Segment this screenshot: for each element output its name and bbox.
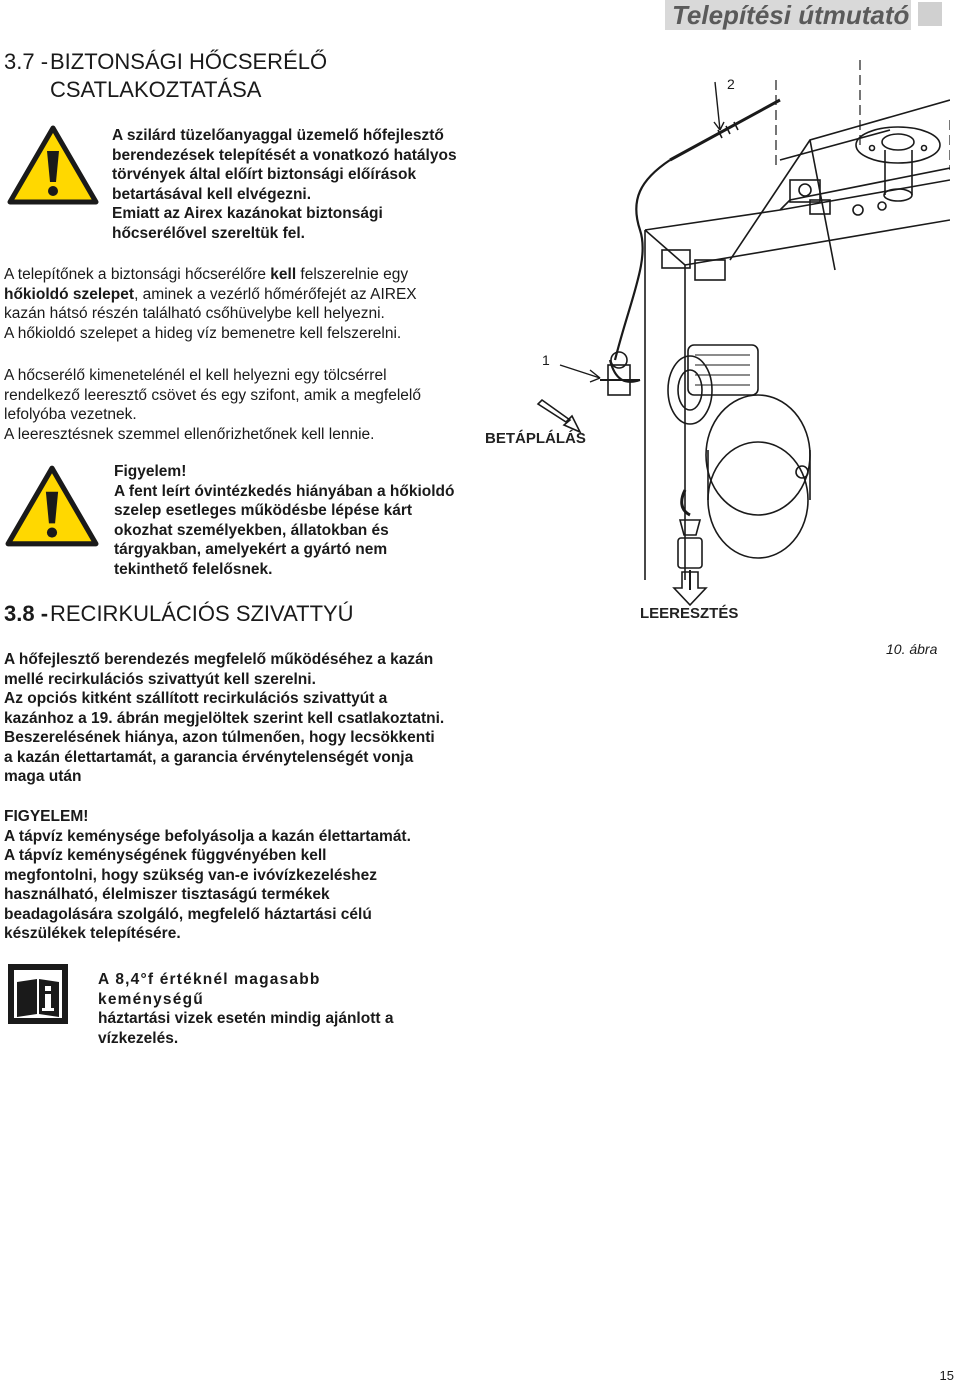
text-line: használható, élelmiszer tisztaságú termékek: [4, 886, 330, 903]
text-line: háztartási vizek esetén mindig ajánlott a: [98, 1010, 394, 1027]
text-line: Az opciós kitként szállított recirkulációs szivattyút a: [4, 690, 388, 707]
emphasis-valve: hőkioldó szelepet: [4, 285, 135, 303]
section-title: RECIRKULÁCIÓS SZIVATTYÚ: [50, 601, 354, 626]
paragraph-drain: [4, 366, 464, 444]
paragraph-pump: [4, 650, 460, 787]
section-heading-3-7: [4, 48, 327, 104]
warning2-line: szelep esetleges működésbe lépése kárt: [114, 502, 413, 519]
warning2-line: A fent leírt óvintézkedés hiányában a hőkioldó: [114, 482, 455, 500]
text-span: , aminek a vezérlő hőmérőfejét az AIREX: [134, 285, 417, 303]
boiler-rear-diagram: [480, 60, 950, 660]
attention-heading: FIGYELEM!: [4, 808, 89, 825]
text-line: megfontolni, hogy szükség van-e ivóvízkezeléshez: [4, 866, 377, 884]
warning-triangle-icon: [4, 464, 100, 548]
text-line: kazánhoz a 19. ábrán megjelöltek szerint kell csatlakoztatni.: [4, 709, 445, 727]
warning2-line: tárgyakban, amelyekért a gyártó nem: [114, 541, 388, 558]
warning1-line: berendezések telepítését a vonatkozó hatályos: [112, 146, 457, 164]
warning2-line: okozhat személyekben, állatokban és: [114, 521, 389, 539]
page-number: 15: [939, 1368, 954, 1383]
warning-triangle-icon: [6, 124, 100, 206]
figure-label-2: 2: [727, 76, 735, 92]
text-span: felszerelnie egy: [296, 266, 409, 283]
inlet-label: BETÁPLÁLÁS: [485, 430, 586, 447]
info-block: [98, 970, 428, 1048]
warning1-line: Emiatt az Airex kazánokat biztonsági: [112, 205, 383, 222]
text-line: A hőkioldó szelepet a hideg víz bemenetre kell felszerelni.: [4, 324, 402, 342]
section-title-line2: CSATLAKOZTATÁSA: [50, 77, 262, 102]
text-line: A tápvíz keménységének függvényében kell: [4, 847, 327, 864]
warning-block-1: [112, 126, 462, 243]
text-line: mellé recirkulációs szivattyút kell szerelni.: [4, 670, 316, 688]
figure-label-1: 1: [542, 352, 550, 368]
warning-block-2: [114, 462, 466, 579]
warning1-line: hőcserélővel szereltük fel.: [112, 224, 305, 242]
text-line: A hőcserélő kimenetelénél el kell helyezni egy tölcsérrel: [4, 367, 387, 384]
text-line: lefolyóba vezetnek.: [4, 406, 137, 423]
warning1-line: törvények által előírt biztonsági előírások: [112, 166, 417, 183]
section-heading-3-8: [4, 600, 354, 628]
text-line: vízkezelés.: [98, 1029, 179, 1047]
text-line: a kazán élettartamát, a garancia érvénytelenségét vonja: [4, 748, 414, 766]
warning2-line: tekinthető felelősnek.: [114, 560, 273, 578]
text-line: A leeresztésnek szemmel ellenőrizhetőnek kell lennie.: [4, 425, 375, 443]
warning2-heading: Figyelem!: [114, 463, 187, 480]
text-line: maga után: [4, 768, 82, 785]
section-number: 3.7 -: [4, 49, 49, 74]
text-line: A tápvíz keménysége befolyásolja a kazán élettartamát.: [4, 827, 411, 845]
header-title: Telepítési útmutató: [672, 0, 910, 30]
drain-label: LEERESZTÉS: [640, 605, 739, 622]
text-span: A telepítőnek a biztonsági hőcserélőre: [4, 266, 271, 283]
header-corner-box: [918, 2, 942, 26]
paragraph-water-hardness: [4, 807, 464, 944]
text-line: Beszerelésének hiánya, azon túlmenően, hogy lecsökkenti: [4, 729, 435, 746]
warning1-line: A szilárd tüzelőanyaggal üzemelő hőfejlesztő: [112, 127, 444, 144]
boiler-top-edge: [645, 180, 950, 230]
section-title-line1: BIZTONSÁGI HŐCSERÉLŐ: [50, 49, 328, 74]
text-line: készülékek telepítésére.: [4, 925, 181, 942]
emphasis-kell: kell: [270, 266, 297, 283]
warning1-line: betartásával kell elvégezni.: [112, 185, 312, 203]
text-line: A 8,4°f értéknél magasabb keménységű: [98, 971, 321, 1008]
read-manual-info-icon: [6, 962, 70, 1026]
figure-caption: 10. ábra: [886, 641, 938, 657]
section-number: 3.8 -: [4, 601, 49, 626]
text-line: A hőfejlesztő berendezés megfelelő működéséhez a kazán: [4, 651, 434, 668]
text-line: kazán hátsó részén található csőhüvelybe kell helyezni.: [4, 305, 385, 322]
text-line: rendelkező leeresztő csövet és egy szifont, amik a megfelelő: [4, 386, 421, 404]
paragraph-valve-install: [4, 265, 464, 343]
text-line: beadagolására szolgáló, megfelelő háztartási célú: [4, 905, 372, 923]
